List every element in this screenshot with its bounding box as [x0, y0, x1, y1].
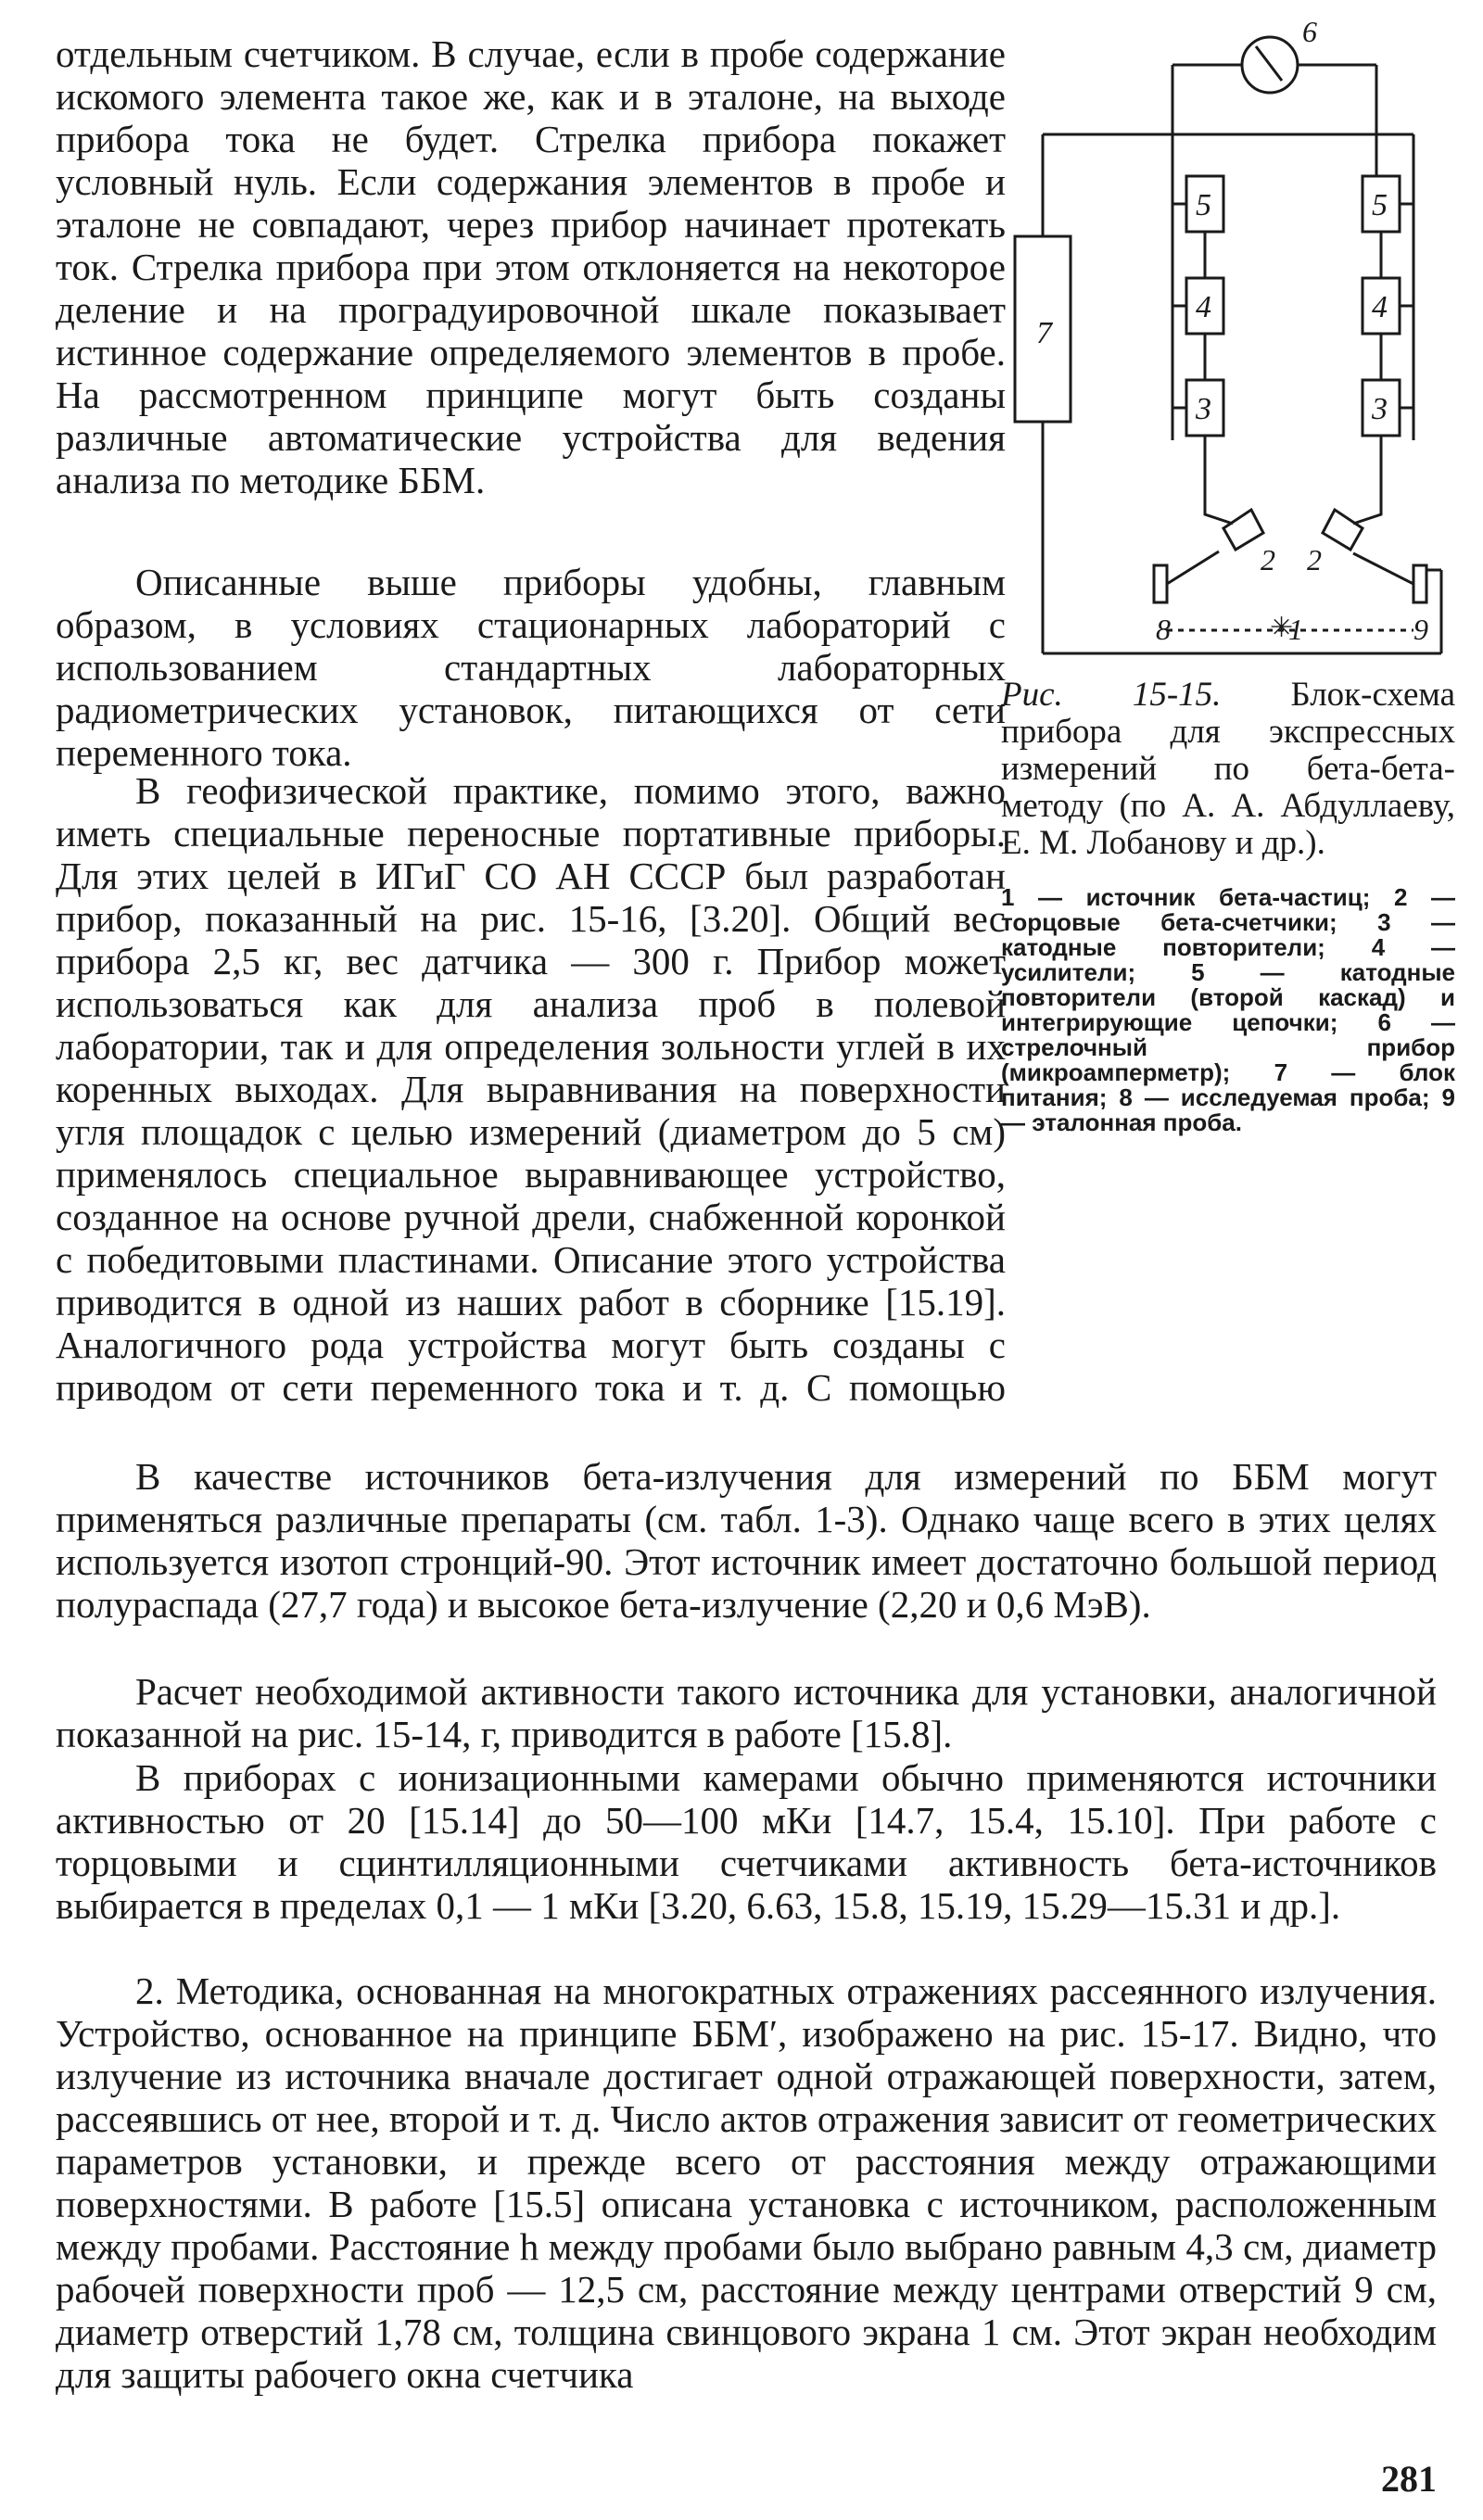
counter-right-icon — [1323, 510, 1363, 550]
figure-caption — [1001, 677, 1455, 862]
label-3-left: 3 — [1196, 392, 1211, 426]
block-diagram — [1006, 14, 1460, 663]
label-counter-right: 2 — [1307, 543, 1322, 576]
label-sample-8: 8 — [1156, 613, 1171, 646]
label-4-right: 4 — [1372, 290, 1388, 324]
figure-legend: 1 — источник бета-частиц; 2 — торцовые бета-счетчики; 3 — катодные повторители; 4 — усилители; 5 — катодные повторители (второй каскад) и интегрирующие цепочки; 6 — стрелочный прибор (микроамперметр); 7 — блок питания; 8 — исследуемая проба; 9 — эталонная проба. — [1001, 883, 1455, 1136]
sample-8 — [1154, 565, 1167, 602]
label-standard-9: 9 — [1413, 613, 1428, 646]
caption-title-text: Блок-схема прибора для экспрессных измерений по бета-бета-методу (по А. А. Абдуллаеву, Е. М. Лобанову и др.). — [1001, 676, 1455, 862]
meter-needle — [1256, 46, 1282, 81]
paragraph-3-top: В геофизической практике, помимо этого, важно иметь специальные переносные портативные приборы. Для этих целей в ИГиГ СО АН СССР был разработан прибор, показанный на рис. 15-16, [3.20]. Общий вес прибора 2,5 кг, вес датчика — 300 г. Прибор может использоваться как для анализа проб в полевой лаборатории, так и для определения зольности углей в их коренных выходах. Для выравнивания на поверхности угля площадок с целью измерений (диаметром до 5 см) применялось специальное выравнивающее устройство, созданное на основе ручной дрели, снабженной коронкой с победитовыми пластинами. Описание этого устройства приводится в одной из наших работ в сборнике [15.19]. Аналогичного рода устройства могут быть созданы с приводом от сети переменного тока и т. д. С помощью — [56, 769, 1006, 1409]
counter-left-icon — [1223, 510, 1263, 550]
label-5-right: 5 — [1372, 188, 1388, 222]
paragraph-5: Расчет необходимой активности такого источника для установки, аналогичной показанной на рис. 15-14, г, приводится в работе [15.8]. — [56, 1670, 1437, 1755]
label-source-1: 1 — [1288, 613, 1303, 646]
page-number: 281 — [1381, 2458, 1437, 2500]
paragraph-4: В качестве источников бета-излучения для измерений по ББМ могут применяться различные препараты (см. табл. 1-3). Однако чаще всего в этих целях используется изотоп стронций-90. Этот источник имеет достаточно большой период полураспада (27,7 года) и высокое бета-излучение (2,20 и 0,6 МэВ). — [56, 1455, 1437, 1626]
standard-9 — [1413, 565, 1426, 602]
label-meter-6: 6 — [1302, 15, 1317, 48]
label-power-7: 7 — [1036, 316, 1052, 350]
label-5-left: 5 — [1196, 188, 1211, 222]
caption-number: Рис. 15-15. — [1001, 676, 1222, 714]
paragraph-1: отдельным счетчиком. В случае, если в пробе содержание искомого элемента такое же, как и в эталоне, на выходе прибора тока не будет. Стрелка прибора покажет условный нуль. Если содержания элементов в пробе и эталоне не совпадают, через прибор начинает протекать ток. Стрелка прибора при этом отклоняется на некоторое деление и на проградуировочной шкале показывает истинное содержание определяемого элементов в пробе. На рассмотренном принципе могут быть созданы различные автоматические устройства для ведения анализа по методике ББМ. — [56, 32, 1006, 501]
label-4-left: 4 — [1196, 290, 1211, 324]
paragraph-2: Описанные выше приборы удобны, главным образом, в условиях стационарных лабораторий с использованием стандартных лабораторных радиометрических установок, питающихся от сети переменного тока. — [56, 561, 1006, 774]
paragraph-7: 2. Методика, основанная на многократных отражениях рассеянного излучения. Устройство, основанное на принципе ББМ′, изображено на рис. 15-17. Видно, что излучение из источника вначале достигает одной отражающей поверхности, затем, рассеявшись от нее, второй и т. д. Число актов отражения зависит от геометрических параметров установки, и прежде всего от расстояния между отражающими поверхностями. В работе [15.5] описана установка с источником, расположенным между пробами. Расстояние h между пробами было выбрано равным 4,3 см, диаметр рабочей поверхности проб — 12,5 см, расстояние между центрами отверстий 9 см, диаметр отверстий 1,78 см, толщина свинцового экрана 1 см. Этот экран необходим для защиты рабочего окна счетчика — [56, 1969, 1437, 2396]
label-3-right: 3 — [1372, 392, 1388, 426]
paragraph-6: В приборах с ионизационными камерами обычно применяются источники активностью от 20 [15.14] до 50—100 мКи [14.7, 15.4, 15.10]. При работе с торцовыми и сцинтилляционными счетчиками активность бета-источников выбирается в пределах 0,1 — 1 мКи [3.20, 6.63, 15.8, 15.19, 15.29—15.31 и др.]. — [56, 1756, 1437, 1927]
label-counter-left: 2 — [1261, 543, 1275, 576]
source-star-icon: ✳ — [1270, 613, 1294, 643]
